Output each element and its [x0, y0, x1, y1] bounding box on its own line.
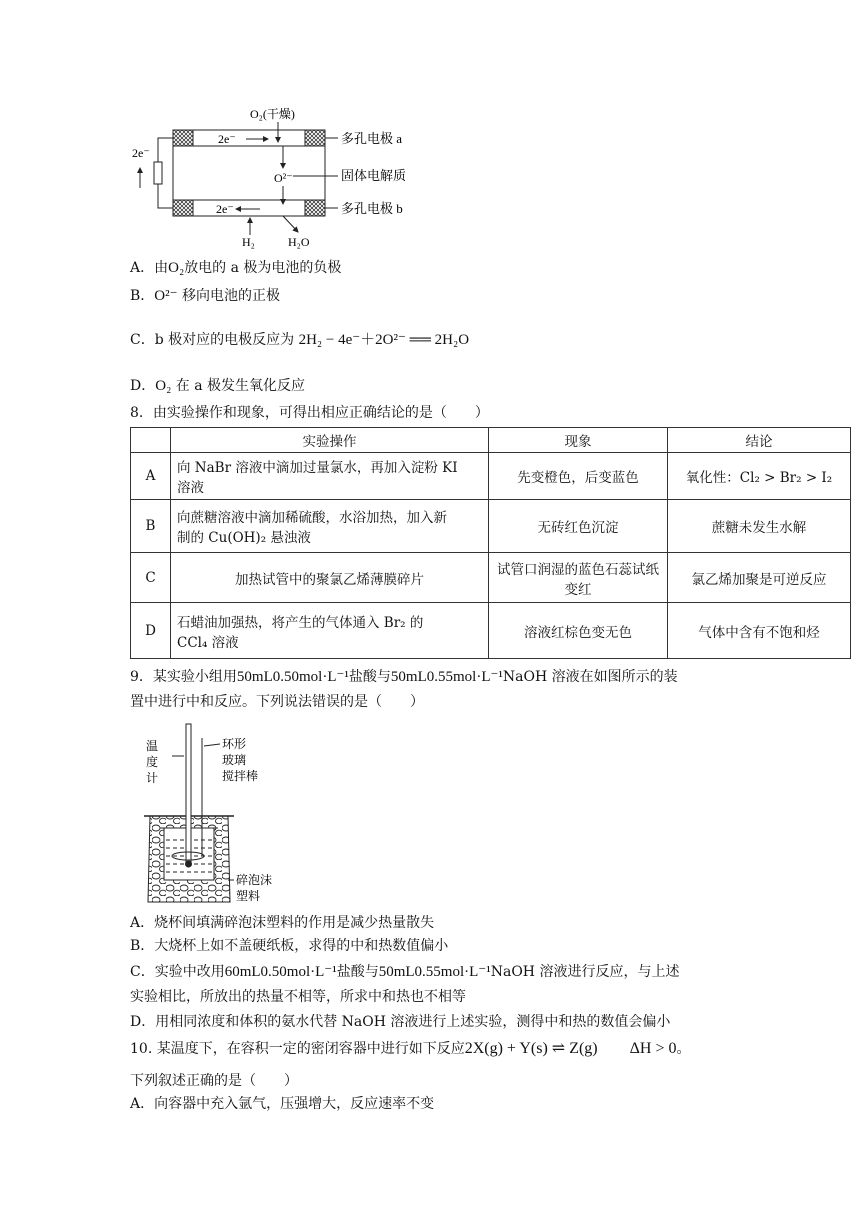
row-conclusion: 气体中含有不饱和烃 [668, 603, 851, 659]
header-operation: 实验操作 [171, 428, 489, 453]
table-row [131, 553, 851, 603]
row-phenomenon: 无砖红色沉淀 [489, 500, 668, 553]
q9-option-a: A．烧杯间填满碎泡沫塑料的作用是减少热量散失 [130, 915, 435, 931]
header-phenomenon: 现象 [489, 428, 668, 453]
row-operation: 石蜡油加强热，将产生的气体通入 Br₂ 的 CCl₄ 溶液 [171, 603, 489, 659]
electrode-a-label: 多孔电极 a [341, 131, 403, 146]
q9-option-b: B．大烧杯上如不盖硬纸板，求得的中和热数值偏小 [130, 938, 449, 954]
thermometer-label-3: 计 [146, 771, 159, 785]
q8-experiment-table [130, 427, 851, 659]
oxide-ion-label: O²⁻ [274, 171, 293, 185]
q8-stem: 8．由实验操作和现象，可得出相应正确结论的是（ ） [130, 405, 489, 421]
q10-option-a: A．向容器中充入氩气，压强增大，反应速率不变 [130, 1096, 435, 1112]
top-electron-label: 2e⁻ [218, 132, 236, 146]
row-phenomenon: 溶液红棕色变无色 [489, 603, 668, 659]
row-label: B [131, 500, 171, 553]
row-phenomenon: 试管口润湿的蓝色石蕊试纸变红 [489, 553, 668, 603]
row-conclusion: 氯乙烯加聚是可逆反应 [668, 553, 851, 603]
q7-option-d: D．O₂ 在 a 极发生氧化反应 [130, 378, 305, 394]
stirrer-label-3: 搅拌棒 [222, 769, 259, 783]
row-operation: 向 NaBr 溶液中滴加过量氯水，再加入淀粉 KI 溶液 [171, 453, 489, 500]
q7-option-c: C．b 极对应的电极反应为 2H₂ − 4e⁻＋2O²⁻ ══ 2H₂O [130, 332, 470, 348]
q9-option-c-line1: C．实验中改用60mL0.50mol·L⁻¹盐酸与50mL0.55mol·L⁻¹NaOH 溶液进行反应，与上述 [130, 964, 680, 980]
row-conclusion: 氧化性：Cl₂ > Br₂ > I₂ [668, 453, 851, 500]
electrode-b-label: 多孔电极 b [341, 201, 403, 216]
q10-stem-line2: 下列叙述正确的是（ ） [130, 1073, 298, 1089]
foam-label-1: 碎泡沫 [236, 873, 273, 887]
thermometer-label-1: 温 [146, 739, 159, 753]
row-label: D [131, 603, 171, 659]
q7-option-a: A．由O₂放电的 a 极为电池的负极 [130, 260, 342, 276]
row-operation: 向蔗糖溶液中滴加稀硫酸，水浴加热，加入新 制的 Cu(OH)₂ 悬浊液 [171, 500, 489, 553]
q7-option-b: B．O²⁻ 移向电池的正极 [130, 288, 280, 304]
table-row [131, 453, 851, 500]
thermometer-label-2: 度 [146, 755, 159, 769]
row-conclusion: 蔗糖未发生水解 [668, 500, 851, 553]
stirrer-label-2: 玻璃 [222, 753, 247, 767]
table-row [131, 500, 851, 553]
calorimeter-diagram [138, 716, 288, 912]
bottom-electron-label: 2e⁻ [216, 202, 234, 216]
row-label: C [131, 553, 171, 603]
row-phenomenon: 先变橙色，后变蓝色 [489, 453, 668, 500]
foam-label-2: 塑料 [236, 889, 261, 903]
table-row [131, 603, 851, 659]
q9-option-c-line2: 实验相比，所放出的热量不相等，所求中和热也不相等 [130, 989, 466, 1005]
external-electron-label: 2e⁻ [132, 146, 150, 160]
q9-option-d: D．用相同浓度和体积的氨水代替 NaOH 溶液进行上述实验，测得中和热的数值会偏小 [130, 1014, 671, 1030]
header-conclusion: 结论 [668, 428, 851, 453]
q10-stem-line1: 10. 某温度下，在容积一定的密闭容器中进行如下反应2X(g) + Y(s) ⇌ Z(g) ΔH > 0。 [130, 1040, 691, 1057]
q9-stem-line2: 置中进行中和反应。下列说法错误的是（ ） [130, 694, 424, 710]
q9-stem-line1: 9．某实验小组用50mL0.50mol·L⁻¹盐酸与50mL0.55mol·L⁻¹NaOH 溶液在如图所示的装 [130, 669, 678, 685]
stirrer-label-1: 环形 [222, 737, 247, 751]
row-label: A [131, 453, 171, 500]
hydrogen-inlet-label: H₂ [242, 235, 255, 249]
oxygen-inlet-label: O₂(干燥) [250, 107, 295, 121]
electrolyte-label: 固体电解质 [341, 168, 407, 183]
water-outlet-label: H₂O [288, 235, 310, 249]
row-operation: 加热试管中的聚氯乙烯薄膜碎片 [171, 553, 489, 603]
table-corner [131, 428, 171, 453]
fuel-cell-diagram [128, 100, 428, 252]
